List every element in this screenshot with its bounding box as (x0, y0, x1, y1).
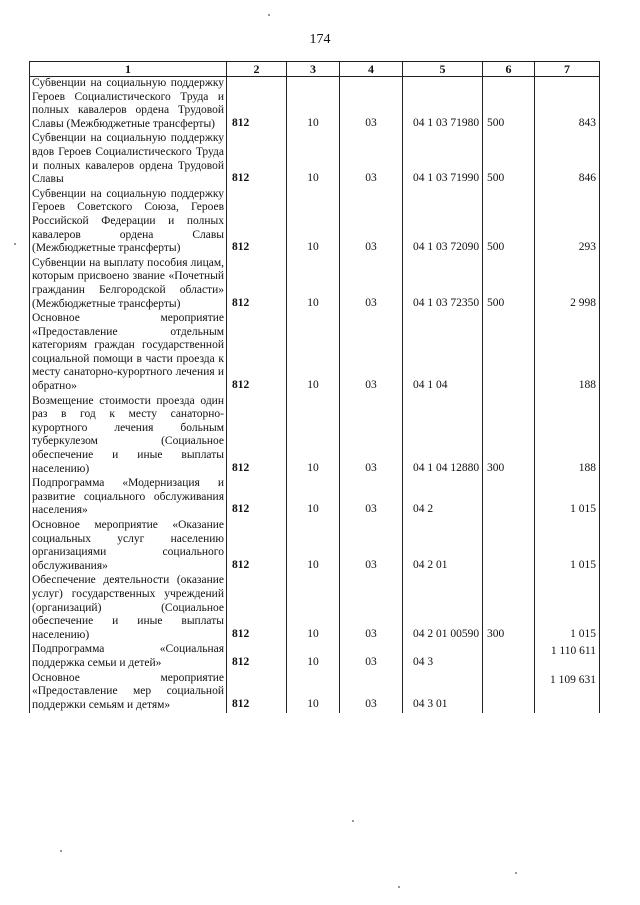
row-sum: 1 015 (535, 477, 600, 519)
row-csr: 04 1 04 12880 (403, 395, 483, 478)
row-grbs: 812 (227, 395, 287, 478)
row-name: Субвенции на социальную поддержку Героев Социалистического Труда и полных кавалеров ордена Трудовой Славы (Межбюджетные трансферты) (30, 77, 227, 133)
row-rz: 10 (287, 519, 340, 574)
row-rz: 10 (287, 312, 340, 395)
row-name: Основное мероприятие «Предоставление отдельным категориям граждан государственной социальной помощи в части проезда к месту санаторно-курортного лечения и обратно» (30, 312, 227, 395)
row-csr: 04 1 03 72350 (403, 257, 483, 312)
row-pr: 03 (340, 519, 403, 574)
row-rz: 10 (287, 132, 340, 187)
row-rz: 10 (287, 672, 340, 714)
row-name: Подпрограмма «Социальная поддержка семьи и детей» (30, 643, 227, 671)
row-name: Обеспечение деятельности (оказание услуг) государственных учреждений (организаций) (Социальное обеспечение и иные выплаты населению) (30, 574, 227, 643)
row-sum: 1 109 631 (535, 672, 600, 714)
row-pr: 03 (340, 132, 403, 187)
scan-speck (352, 820, 354, 822)
table-row (30, 257, 600, 312)
column-header: 5 (403, 62, 483, 77)
row-sum: 1 015 (535, 574, 600, 643)
row-sum: 843 (535, 77, 600, 133)
row-name: Субвенции на выплату пособия лицам, которым присвоено звание «Почетный гражданин Белгородской области» (Межбюджетные трансферты) (30, 257, 227, 312)
budget-table (29, 61, 600, 713)
row-vr: 500 (483, 77, 535, 133)
table-row (30, 477, 600, 519)
row-sum: 2 998 (535, 257, 600, 312)
table-header-row (30, 62, 600, 77)
row-vr (483, 643, 535, 671)
row-pr: 03 (340, 672, 403, 714)
row-vr (483, 477, 535, 519)
row-sum: 846 (535, 132, 600, 187)
row-vr: 300 (483, 395, 535, 478)
page-number: 174 (309, 32, 331, 47)
row-grbs: 812 (227, 519, 287, 574)
table-row (30, 188, 600, 257)
row-pr: 03 (340, 188, 403, 257)
table-row (30, 395, 600, 478)
row-rz: 10 (287, 188, 340, 257)
row-csr: 04 2 01 00590 (403, 574, 483, 643)
row-rz: 10 (287, 257, 340, 312)
row-name: Возмещение стоимости проезда один раз в год к месту санаторно-курортного лечения больным туберкулезом (Социальное обеспечение и иные выплаты населению) (30, 395, 227, 478)
scan-speck (60, 850, 62, 852)
row-vr: 300 (483, 574, 535, 643)
row-grbs: 812 (227, 574, 287, 643)
row-vr (483, 519, 535, 574)
row-pr: 03 (340, 312, 403, 395)
column-header: 3 (287, 62, 340, 77)
row-csr: 04 3 01 (403, 672, 483, 714)
row-name: Основное мероприятие «Предоставление мер социальной поддержки семьям и детям» (30, 672, 227, 714)
row-csr: 04 1 03 71990 (403, 132, 483, 187)
row-sum: 1 015 (535, 519, 600, 574)
scan-speck (515, 872, 517, 874)
column-header: 1 (30, 62, 227, 77)
row-csr: 04 1 03 71980 (403, 77, 483, 133)
scan-speck (268, 14, 270, 16)
row-rz: 10 (287, 477, 340, 519)
table-row (30, 643, 600, 671)
row-pr: 03 (340, 77, 403, 133)
row-vr (483, 672, 535, 714)
row-grbs: 812 (227, 257, 287, 312)
row-name: Основное мероприятие «Оказание социальных услуг населению организациями социального обслуживания» (30, 519, 227, 574)
row-rz: 10 (287, 77, 340, 133)
table-row (30, 132, 600, 187)
row-vr (483, 312, 535, 395)
row-grbs: 812 (227, 132, 287, 187)
scan-speck (14, 243, 16, 245)
row-grbs: 812 (227, 672, 287, 714)
row-grbs: 812 (227, 77, 287, 133)
row-name: Субвенции на социальную поддержку Героев Советского Союза, Героев Российской Федерации и полных кавалеров ордена Славы (Межбюджетные трансферты) (30, 188, 227, 257)
row-rz: 10 (287, 395, 340, 478)
table-row (30, 574, 600, 643)
row-vr: 500 (483, 257, 535, 312)
column-header: 6 (483, 62, 535, 77)
table-row (30, 77, 600, 133)
row-sum: 1 110 611 (535, 643, 600, 671)
column-header: 4 (340, 62, 403, 77)
row-rz: 10 (287, 574, 340, 643)
row-sum: 188 (535, 395, 600, 478)
table-row (30, 672, 600, 714)
row-pr: 03 (340, 643, 403, 671)
row-pr: 03 (340, 477, 403, 519)
column-header: 7 (535, 62, 600, 77)
row-csr: 04 2 01 (403, 519, 483, 574)
table-row (30, 519, 600, 574)
row-grbs: 812 (227, 643, 287, 671)
row-csr: 04 1 03 72090 (403, 188, 483, 257)
row-pr: 03 (340, 395, 403, 478)
row-grbs: 812 (227, 312, 287, 395)
row-sum: 293 (535, 188, 600, 257)
row-pr: 03 (340, 257, 403, 312)
column-header: 2 (227, 62, 287, 77)
row-vr: 500 (483, 188, 535, 257)
table-row (30, 312, 600, 395)
row-pr: 03 (340, 574, 403, 643)
row-csr: 04 2 (403, 477, 483, 519)
scan-speck (398, 886, 400, 888)
row-name: Подпрограмма «Модернизация и развитие социального обслуживания населения» (30, 477, 227, 519)
row-csr: 04 1 04 (403, 312, 483, 395)
row-vr: 500 (483, 132, 535, 187)
row-sum: 188 (535, 312, 600, 395)
row-grbs: 812 (227, 188, 287, 257)
row-name: Субвенции на социальную поддержку вдов Героев Социалистического Труда и полных кавалеров ордена Трудовой Славы (30, 132, 227, 187)
row-rz: 10 (287, 643, 340, 671)
row-grbs: 812 (227, 477, 287, 519)
row-csr: 04 3 (403, 643, 483, 671)
